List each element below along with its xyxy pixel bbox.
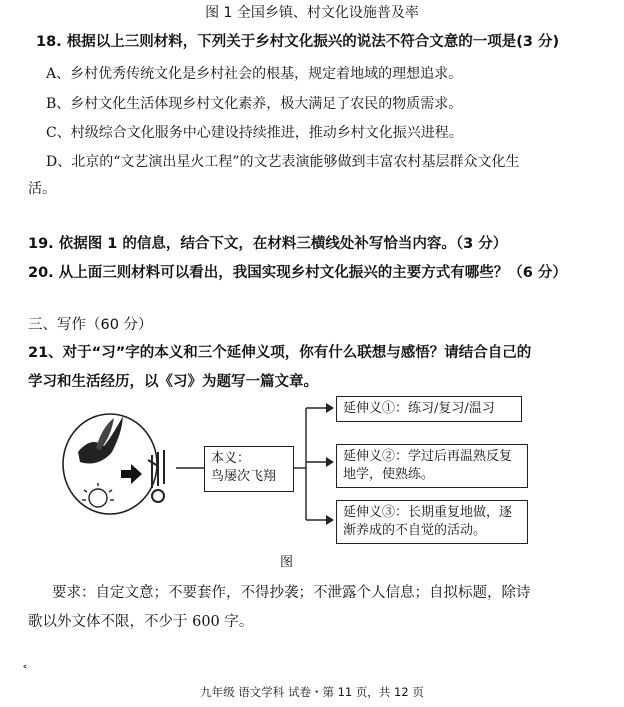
origin-meaning-label: 本义： (211, 451, 251, 466)
page-footer: 九年级 语文学科 试卷・第 11 页，共 12 页 (200, 685, 424, 699)
question-21-line2: 学习和生活经历，以《习》为题写一篇文章。 (28, 374, 318, 390)
bird-icon (78, 416, 123, 464)
extended-meaning-2-line1: 延伸义②：学过后再温熟反复 (343, 449, 513, 464)
question-19: 19. 依据图 1 的信息，结合下文，在材料三横线处补写恰当内容。（3 分） (28, 236, 508, 252)
section-writing-title: 三、写作（60 分） (28, 317, 153, 333)
extended-meaning-2-line2: 地学，使熟练。 (343, 467, 435, 482)
figure-caption-top: 图 1 全国乡镇、村文化设施普及率 (205, 5, 419, 21)
extended-meaning-3-line2: 渐养成的不自觉的活动。 (343, 523, 487, 538)
sun-icon (82, 483, 114, 507)
question-18-option-d-cont: 活。 (28, 181, 56, 197)
question-18-option-d: D、北京的“文艺演出星火工程”的文艺表演能够做到丰富农村基层群众文化生 (46, 154, 520, 170)
question-18-option-c: C、村级综合文化服务中心建设持续推进，推动乡村文化振兴进程。 (46, 125, 463, 141)
origin-meaning-text: 鸟屡次飞翔 (211, 469, 277, 484)
diagram-caption: 图 (280, 555, 294, 570)
extended-meaning-1-text: 延伸义①：练习/复习/温习 (343, 401, 495, 416)
requirements-line2: 歌以外文体不限，不少于 600 字。 (28, 614, 254, 630)
origin-meaning-box (204, 446, 294, 492)
question-18-option-a: A、乡村优秀传统文化是乡村社会的根基，规定着地域的理想追求。 (46, 66, 463, 82)
question-20: 20. 从上面三则材料可以看出，我国实现乡村文化振兴的主要方式有哪些？（6 分） (28, 265, 567, 281)
extended-meaning-2-box (336, 444, 528, 488)
extended-meaning-3-line1: 延伸义③：长期重复地做，逐 (343, 505, 513, 520)
question-18-stem: 18. 根据以上三则材料，下列关于乡村文化振兴的说法不符合文意的一项是(3 分) (36, 34, 560, 50)
transform-arrow-icon (121, 464, 142, 484)
stray-mark: ˂ (22, 664, 28, 678)
extended-meaning-3-box (336, 500, 528, 544)
extended-meaning-1-box (336, 396, 522, 422)
question-21-line1: 21、对于“习”字的本义和三个延伸义项，你有什么联想与感悟？请结合自己的 (28, 345, 532, 361)
requirements-line1: 要求：自定文意；不要套作，不得抄袭；不泄露个人信息；自拟标题，除诗 (52, 585, 531, 601)
question-18-option-b: B、乡村文化生活体现乡村文化素养，极大满足了农民的物质需求。 (46, 96, 463, 112)
